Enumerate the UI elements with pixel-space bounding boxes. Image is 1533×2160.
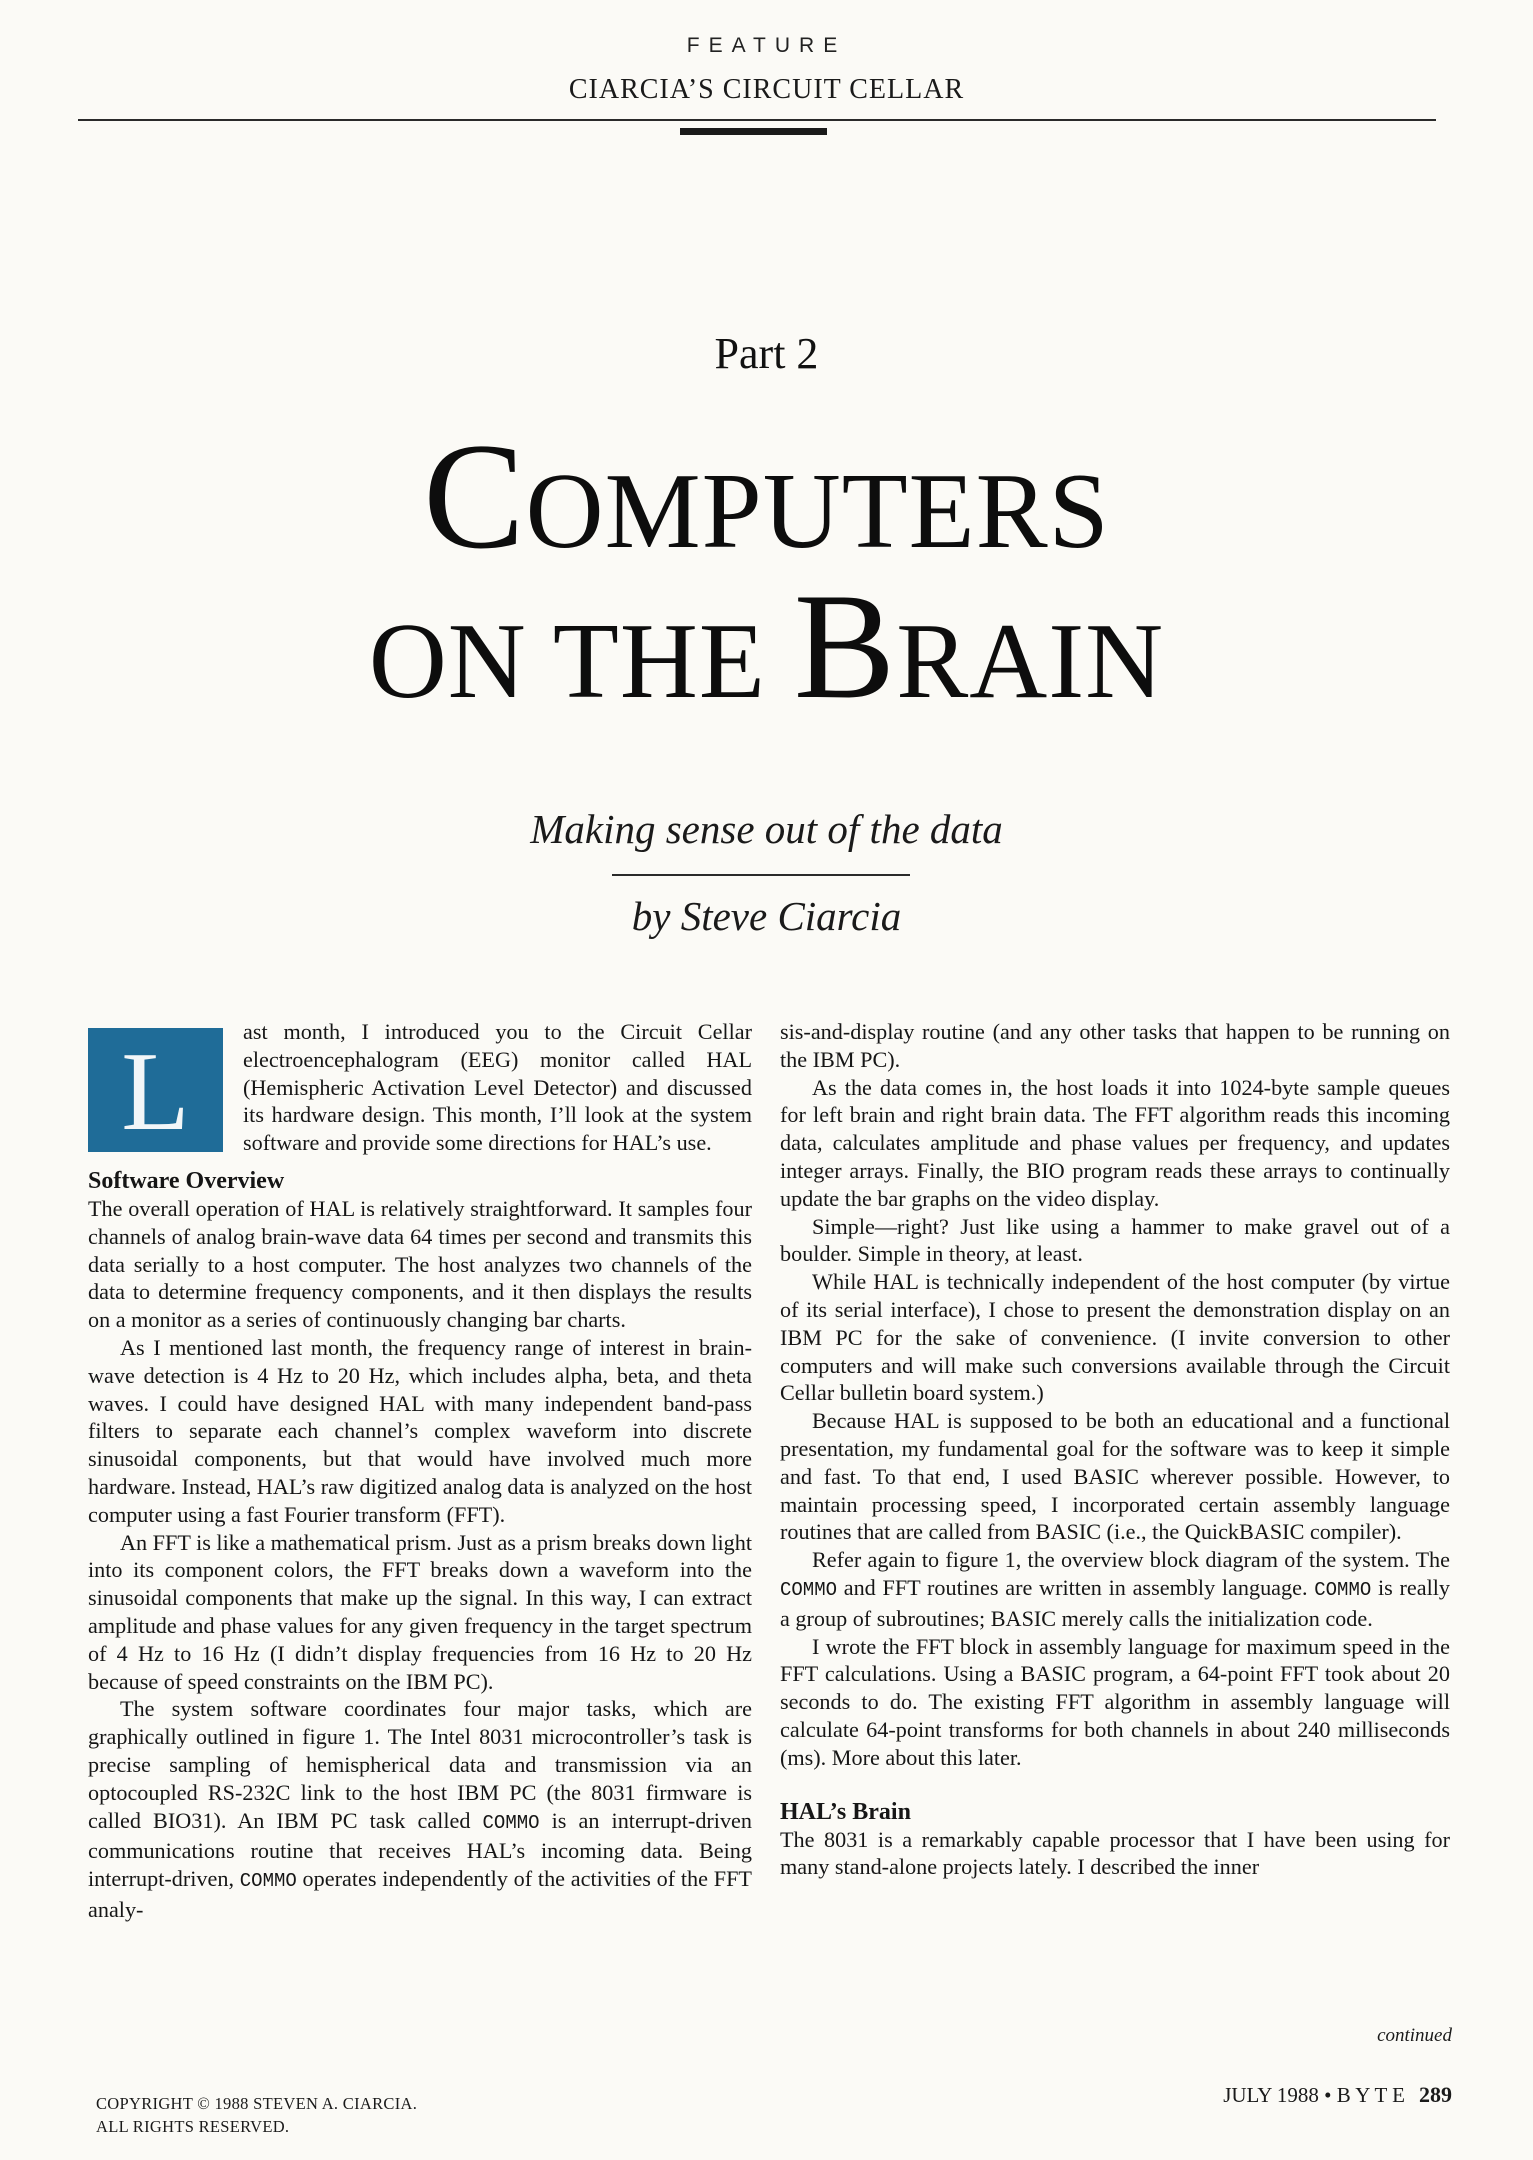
article-column-right: [780, 1018, 1450, 1881]
text-run: The system software coordinates four major tasks, which are graphically outlined in figure 1. The Intel 8031 microcontroller’s task is precise sampling of hemispherical data and transmission via an optocoupled RS-232C link to the host IBM PC (the 8031 firmware is called BIO31). An IBM PC task called: [88, 1696, 752, 1833]
section-kicker: FEATURE: [686, 34, 847, 57]
code-term: COMMO: [239, 1870, 297, 1893]
page-number: 289: [1419, 2082, 1452, 2107]
part-label: Part 2: [714, 329, 819, 378]
paragraph: [780, 1546, 1450, 1632]
text-run: and FFT routines are written in assembly language.: [837, 1574, 1315, 1600]
issue-date-magazine: JULY 1988 • B Y T E: [1223, 2083, 1405, 2107]
headline-line-2: [0, 562, 1533, 730]
drop-cap: L: [88, 1028, 223, 1152]
intro-paragraph: ast month, I introduced you to the Circuit Cellar electroencephalogram (EEG) monitor called HAL (Hemispheric Activation Level Detector) and discussed its hardware design. This month, I’ll look at the system software and provide some directions for HAL’s use.: [243, 1019, 752, 1156]
paragraph: While HAL is technically independent of the host computer (by virtue of its serial interface), I chose to present the demonstration display on an IBM PC for the sake of convenience. (I invite conversion to other computers and will make such conversions available through the Circuit Cellar bulletin board system.): [780, 1269, 1450, 1406]
headline-initial-c: C: [423, 412, 526, 580]
text-run: Refer again to figure 1, the overview block diagram of the system. The: [812, 1547, 1450, 1573]
text-run: is an interrupt-driven communications routine that receives HAL’s incoming data. Being interrupt-driven,: [88, 1807, 753, 1892]
paragraph: The 8031 is a remarkably capable processor that I have been using for many stand-alone projects lately. I described the inner: [780, 1826, 1450, 1880]
paragraph: Because HAL is supposed to be both an educational and a functional presentation, my fundamental goal for the software was to keep it simple and fast. To that end, I used BASIC wherever possible. However, to maintain processing speed, I incorporated certain assembly language routines that are called from BASIC (i.e., the QuickBASIC compiler).: [780, 1408, 1450, 1545]
text-run: is really a group of subroutines; BASIC merely calls the initialization code.: [780, 1574, 1450, 1631]
paragraph: As I mentioned last month, the frequency range of interest in brain-wave detection is 4 Hz to 20 Hz, which includes alpha, beta, and theta waves. I could have designed HAL with many independent band-pass filters to separate each channel’s complex waveform into discrete sinusoidal components, but that would have involved much more hardware. Instead, HAL’s raw digitized analog data is analyzed on the host computer using a fast Fourier transform (FFT).: [88, 1334, 752, 1527]
code-term: COMMO: [780, 1578, 838, 1601]
deck-subtitle: Making sense out of the data: [530, 806, 1003, 852]
copyright-line-1: COPYRIGHT © 1988 STEVEN A. CIARCIA.: [96, 2094, 418, 2113]
header-rule: [78, 119, 1436, 121]
article-column-left: [88, 1018, 752, 1924]
section-heading-software-overview: Software Overview: [88, 1167, 285, 1194]
byline: by Steve Ciarcia: [631, 893, 902, 939]
continued-note: continued: [1377, 2025, 1452, 2046]
section-heading-hals-brain: HAL’s Brain: [780, 1798, 911, 1825]
code-term: COMMO: [482, 1811, 540, 1834]
copyright-notice: [96, 2092, 417, 2138]
paragraph: [88, 1695, 752, 1923]
paragraph: I wrote the FFT block in assembly language for maximum speed in the FFT calculations. Using a BASIC program, a 64-point FFT took about 20 seconds to do. The existing FFT algorithm in assembly language will calculate 64-point transforms for both channels in about 240 milliseconds (ms). More about this later.: [780, 1633, 1450, 1770]
column-name: CIARCIA’S CIRCUIT CELLAR: [568, 74, 965, 105]
paragraph: An FFT is like a mathematical prism. Just as a prism breaks down light into its component colors, the FFT breaks down a waveform into the sinusoidal components that make up the signal. In this way, I can extract amplitude and phase values for any given frequency in the target spectrum of 4 Hz to 16 Hz (I didn’t display frequencies from 16 Hz to 20 Hz because of speed constraints on the IBM PC).: [88, 1529, 752, 1694]
header-accent-bar: [680, 128, 827, 135]
copyright-line-2: ALL RIGHTS RESERVED.: [96, 2117, 290, 2136]
paragraph: As the data comes in, the host loads it into 1024-byte sample queues for left brain and right brain data. The FFT algorithm reads this incoming data, calculates amplitude and phase values per frequency, and updates integer arrays. Finally, the BIO program reads these arrays to continually update the bar graphs on the video display.: [780, 1074, 1450, 1211]
text-run: operates independently of the activities of the FFT analy-: [88, 1866, 752, 1922]
page-folio: [1180, 2082, 1452, 2108]
paragraph: The overall operation of HAL is relatively straightforward. It samples four channels of analog brain-wave data 64 times per second and transmits this data serially to a host computer. The host analyzes two channels of the data to determine frequency components, and it then displays the results on a monitor as a series of continuously changing bar charts.: [88, 1195, 752, 1333]
headline-part-a: ON THE: [368, 602, 794, 721]
paragraph-continuation: sis-and-display routine (and any other tasks that happen to be running on the IBM PC).: [780, 1019, 1450, 1072]
code-term: COMMO: [1314, 1578, 1372, 1601]
paragraph: Simple—right? Just like using a hammer to make gravel out of a boulder. Simple in theory, at least.: [780, 1213, 1450, 1267]
deck-rule: [612, 874, 910, 876]
headline-rest-1: OMPUTERS: [525, 452, 1110, 571]
headline-rest-2: RAIN: [896, 602, 1165, 721]
headline-initial-b: B: [793, 562, 897, 730]
headline-line-1: [0, 412, 1533, 580]
